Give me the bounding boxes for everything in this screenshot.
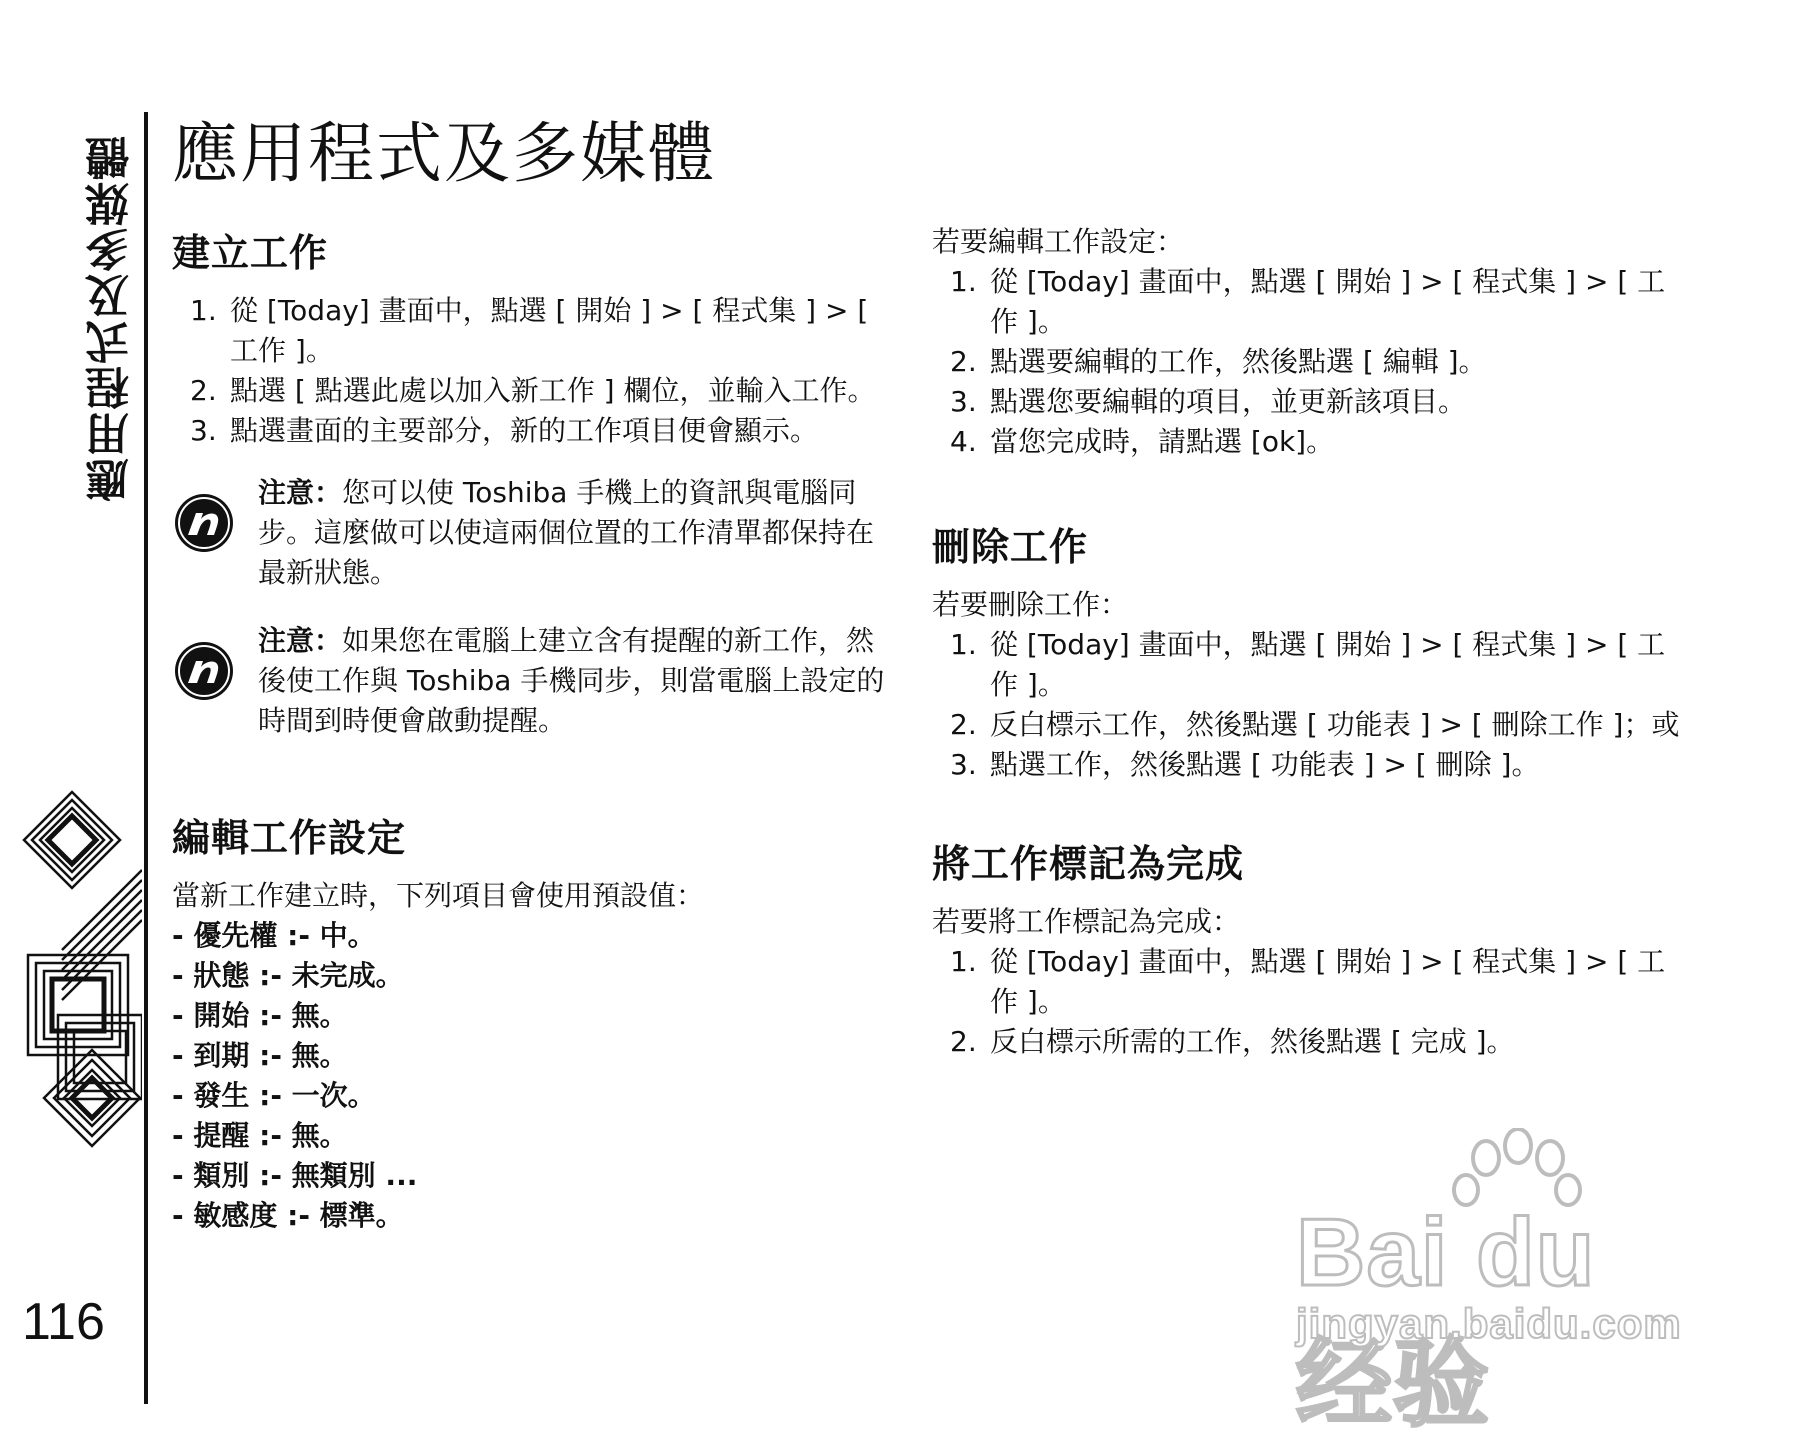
step-number: 1. bbox=[190, 294, 217, 327]
default-item: - 敏感度 :- 標準。 bbox=[172, 1199, 404, 1232]
note-label: 注意： bbox=[258, 624, 343, 657]
default-values-list bbox=[172, 916, 892, 1236]
step-text: 點選要編輯的工作，然後點選 [ 編輯 ]。 bbox=[990, 345, 1487, 378]
step-text: 從 [Today] 畫面中，點選 [ 開始 ] > [ 程式集 ] > [ 工作 ]。 bbox=[990, 265, 1666, 338]
delete-task-steps bbox=[950, 625, 1692, 785]
step-number: 3. bbox=[950, 385, 977, 418]
decorative-diamond-pattern bbox=[22, 790, 142, 1190]
left-column bbox=[172, 222, 892, 1236]
step-item bbox=[950, 382, 1692, 422]
margin-rule bbox=[144, 112, 148, 1404]
edit-settings-section bbox=[172, 807, 892, 1236]
step-number: 2. bbox=[950, 708, 977, 741]
step-text: 反白標示工作，然後點選 [ 功能表 ] > [ 刪除工作 ]；或 bbox=[990, 708, 1680, 741]
create-task-heading: 建立工作 bbox=[172, 231, 329, 275]
default-item: - 優先權 :- 中。 bbox=[172, 919, 376, 952]
edit-task-section bbox=[932, 222, 1692, 462]
note-label: 注意： bbox=[258, 476, 343, 509]
baidu-watermark bbox=[1296, 1128, 1716, 1438]
page-title: 應用程式及多媒體 bbox=[172, 115, 716, 192]
default-item: - 狀態 :- 未完成。 bbox=[172, 959, 404, 992]
delete-task-section bbox=[932, 516, 1692, 785]
step-text: 點選畫面的主要部分，新的工作項目便會顯示。 bbox=[230, 414, 819, 447]
step-number: 4. bbox=[950, 425, 977, 458]
step-text: 從 [Today] 畫面中，點選 [ 開始 ] > [ 程式集 ] > [ 工作 ]。 bbox=[990, 628, 1666, 701]
step-number: 1. bbox=[950, 265, 977, 298]
step-item bbox=[950, 745, 1692, 785]
step-item bbox=[950, 422, 1692, 462]
step-text: 點選工作，然後點選 [ 功能表 ] > [ 刪除 ]。 bbox=[990, 748, 1540, 781]
edit-settings-intro: 當新工作建立時，下列項目會使用預設值： bbox=[172, 879, 705, 912]
note-block bbox=[172, 473, 892, 593]
step-number: 2. bbox=[190, 374, 217, 407]
edit-task-intro: 若要編輯工作設定： bbox=[932, 225, 1185, 258]
watermark-url: jingyan.baidu.com bbox=[1296, 1300, 1682, 1347]
watermark-logo: Bai du 经验 bbox=[1296, 1199, 1596, 1438]
step-item bbox=[950, 705, 1692, 745]
step-number: 1. bbox=[950, 945, 977, 978]
step-number: 3. bbox=[950, 748, 977, 781]
page-number: 116 bbox=[22, 1293, 105, 1351]
create-task-section bbox=[172, 222, 892, 741]
edit-settings-heading: 編輯工作設定 bbox=[172, 816, 407, 860]
step-text: 當您完成時，請點選 [ok]。 bbox=[990, 425, 1335, 458]
note-body: 您可以使 Toshiba 手機上的資訊與電腦同步。這麼做可以使這兩個位置的工作清單都保持在最新狀態。 bbox=[258, 476, 875, 589]
step-text: 點選您要編輯的項目，並更新該項目。 bbox=[990, 385, 1467, 418]
note-icon bbox=[172, 491, 236, 555]
note-block bbox=[172, 621, 892, 741]
note-text bbox=[258, 473, 892, 593]
step-number: 3. bbox=[190, 414, 217, 447]
step-number: 2. bbox=[950, 1025, 977, 1058]
step-text: 點選 [ 點選此處以加入新工作 ] 欄位，並輸入工作。 bbox=[230, 374, 876, 407]
side-chapter-title: 應用程式及多媒體 bbox=[86, 134, 137, 502]
default-item: - 類別 :- 無類別 ... bbox=[172, 1159, 418, 1192]
step-item bbox=[950, 942, 1692, 1022]
step-text: 從 [Today] 畫面中，點選 [ 開始 ] > [ 程式集 ] > [ 工作 ]。 bbox=[230, 294, 869, 367]
default-item: - 提醒 :- 無。 bbox=[172, 1119, 348, 1152]
step-item bbox=[950, 625, 1692, 705]
complete-task-heading: 將工作標記為完成 bbox=[932, 842, 1245, 886]
step-text: 從 [Today] 畫面中，點選 [ 開始 ] > [ 程式集 ] > [ 工作 ]。 bbox=[990, 945, 1666, 1018]
default-item: - 開始 :- 無。 bbox=[172, 999, 348, 1032]
note-icon bbox=[172, 639, 236, 703]
step-text: 反白標示所需的工作，然後點選 [ 完成 ]。 bbox=[990, 1025, 1515, 1058]
step-item bbox=[190, 371, 892, 411]
step-item bbox=[950, 1022, 1692, 1062]
step-item bbox=[950, 262, 1692, 342]
right-column bbox=[932, 222, 1692, 1062]
complete-task-intro: 若要將工作標記為完成： bbox=[932, 905, 1241, 938]
default-item: - 到期 :- 無。 bbox=[172, 1039, 348, 1072]
delete-task-intro: 若要刪除工作： bbox=[932, 588, 1129, 621]
edit-task-steps bbox=[950, 262, 1692, 462]
note-text bbox=[258, 621, 892, 741]
step-item bbox=[190, 291, 892, 371]
delete-task-heading: 刪除工作 bbox=[932, 525, 1089, 569]
complete-task-section bbox=[932, 833, 1692, 1062]
complete-task-steps bbox=[950, 942, 1692, 1062]
note-body: 如果您在電腦上建立含有提醒的新工作，然後使工作與 Toshiba 手機同步，則當電腦上設定的時間到時便會啟動提醒。 bbox=[258, 624, 885, 737]
create-task-steps bbox=[190, 291, 892, 451]
step-item bbox=[950, 342, 1692, 382]
default-item: - 發生 :- 一次。 bbox=[172, 1079, 376, 1112]
step-item bbox=[190, 411, 892, 451]
step-number: 2. bbox=[950, 345, 977, 378]
step-number: 1. bbox=[950, 628, 977, 661]
